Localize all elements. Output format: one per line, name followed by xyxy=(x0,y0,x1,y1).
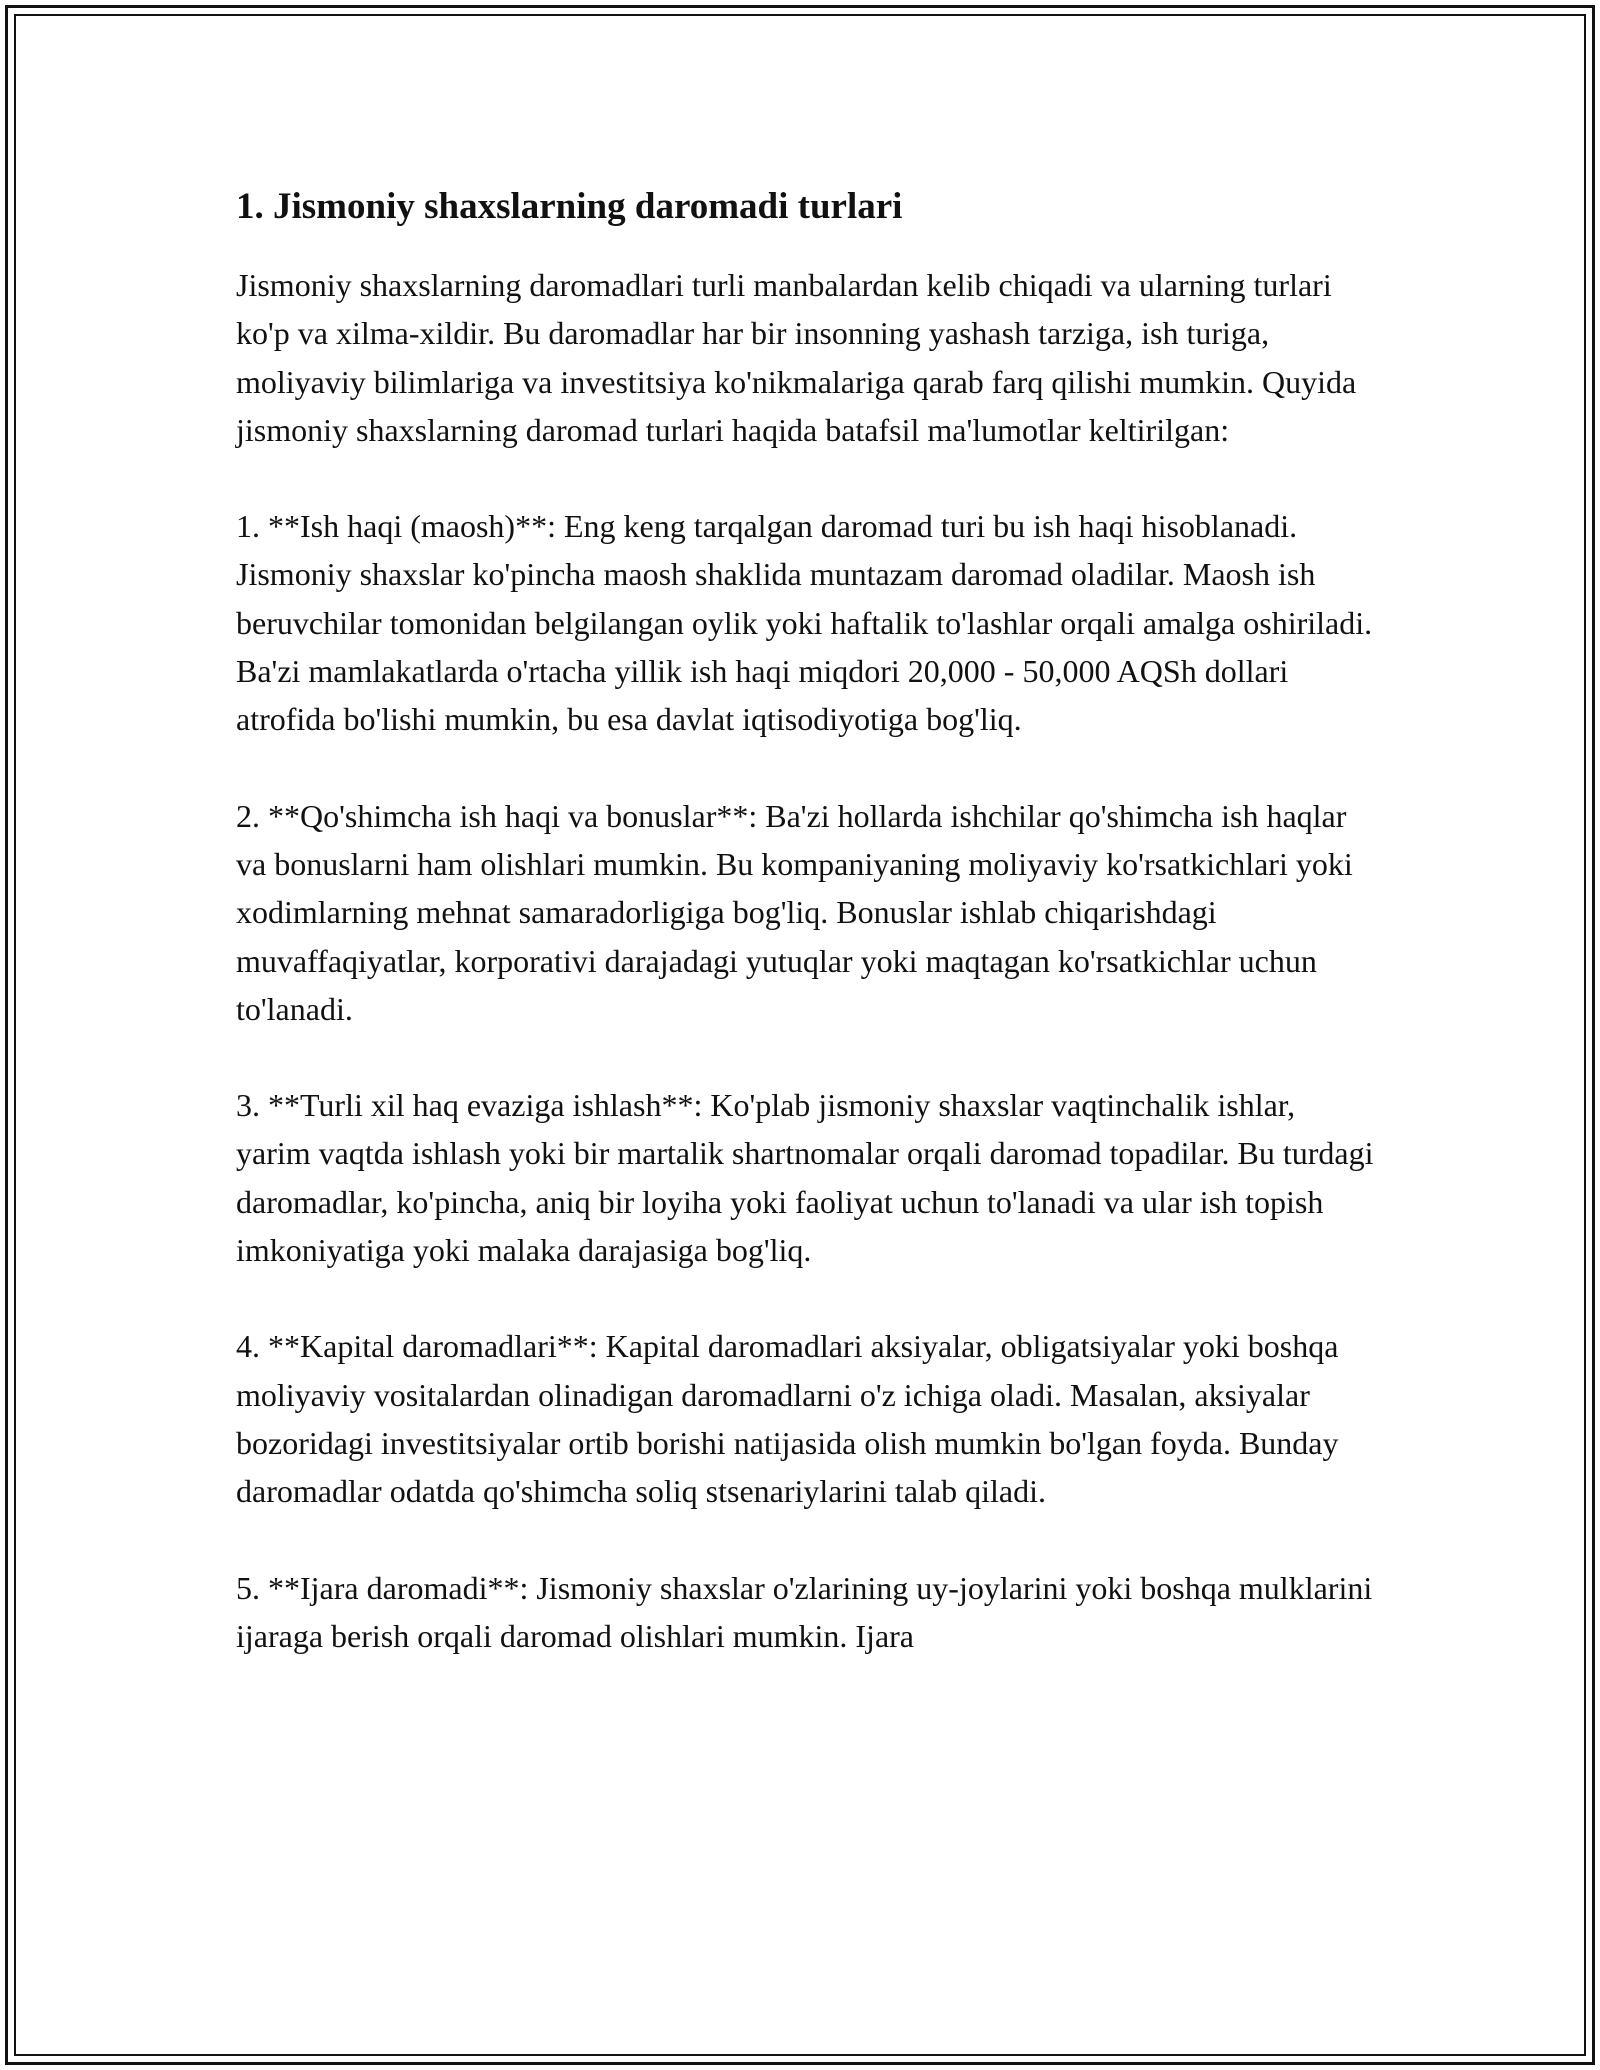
paragraph-bonuslar: 2. **Qo'shimcha ish haqi va bonuslar**: Ba'zi hollarda ishchilar qo'shimcha ish haqlar va bonuslarni ham olishlari mumkin. Bu kompaniyaning moliyaviy ko'rsatkichlari yoki xodimlarning mehnat samaradorligiga bog'liq. Bonuslar ishlab chiqarishdagi muvaffaqiyatlar, korporativi darajadagi yutuqlar yoki maqtagan ko'rsatkichlar uchun to'lanadi. xyxy=(236,797,1353,1027)
document-body xyxy=(236,185,1376,1708)
paragraph-ijara: 5. **Ijara daromadi**: Jismoniy shaxslar o'zlarining uy-joylarini yoki boshqa mulklarini ijaraga berish orqali daromad olishlari mumkin. Ijara xyxy=(236,1569,1373,1654)
intro-paragraph: Jismoniy shaxslarning daromadlari turli manbalardan kelib chiqadi va ularning turlari ko'p va xilma-xildir. Bu daromadlar har bir insonning yashash tarziga, ish turiga, moliyaviy bilimlariga va investitsiya ko'nikmalariga qarab farq qilishi mumkin. Quyida jismoniy shaxslarning daromad turlari haqida batafsil ma'lumotlar keltirilgan: xyxy=(236,267,1357,448)
section-heading: 1. Jismoniy shaxslarning daromadi turlari xyxy=(236,186,903,227)
paragraph-haq-evaziga: 3. **Turli xil haq evaziga ishlash**: Ko'plab jismoniy shaxslar vaqtinchalik ishlar, yarim vaqtda ishlash yoki bir martalik shartnomalar orqali daromad topadilar. Bu turdagi daromadlar, ko'pincha, aniq bir loyiha yoki faoliyat uchun to'lanadi va ular ish topish imkoniyatiga yoki malaka darajasiga bog'liq. xyxy=(236,1087,1374,1269)
paragraph-kapital: 4. **Kapital daromadlari**: Kapital daromadlari aksiyalar, obligatsiyalar yoki boshqa moliyaviy vositalardan olinadigan daromadlarni o'z ichiga oladi. Masalan, aksiyalar bozoridagi investitsiyalar ortib borishi natijasida olish mumkin bo'lgan foyda. Bunday daromadlar odatda qo'shimcha soliq stsenariylarini talab qiladi. xyxy=(236,1328,1339,1510)
paragraph-ish-haqi: 1. **Ish haqi (maosh)**: Eng keng tarqalgan daromad turi bu ish haqi hisoblanadi. Jismoniy shaxslar ko'pincha maosh shaklida muntazam daromad oladilar. Maosh ish beruvchilar tomonidan belgilangan oylik yoki haftalik to'lashlar orqali amalga oshiriladi. Ba'zi mamlakatlarda o'rtacha yillik ish haqi miqdori 20,000 - 50,000 AQSh dollari atrofida bo'lishi mumkin, bu esa davlat iqtisodiyotiga bog'liq. xyxy=(236,508,1373,738)
